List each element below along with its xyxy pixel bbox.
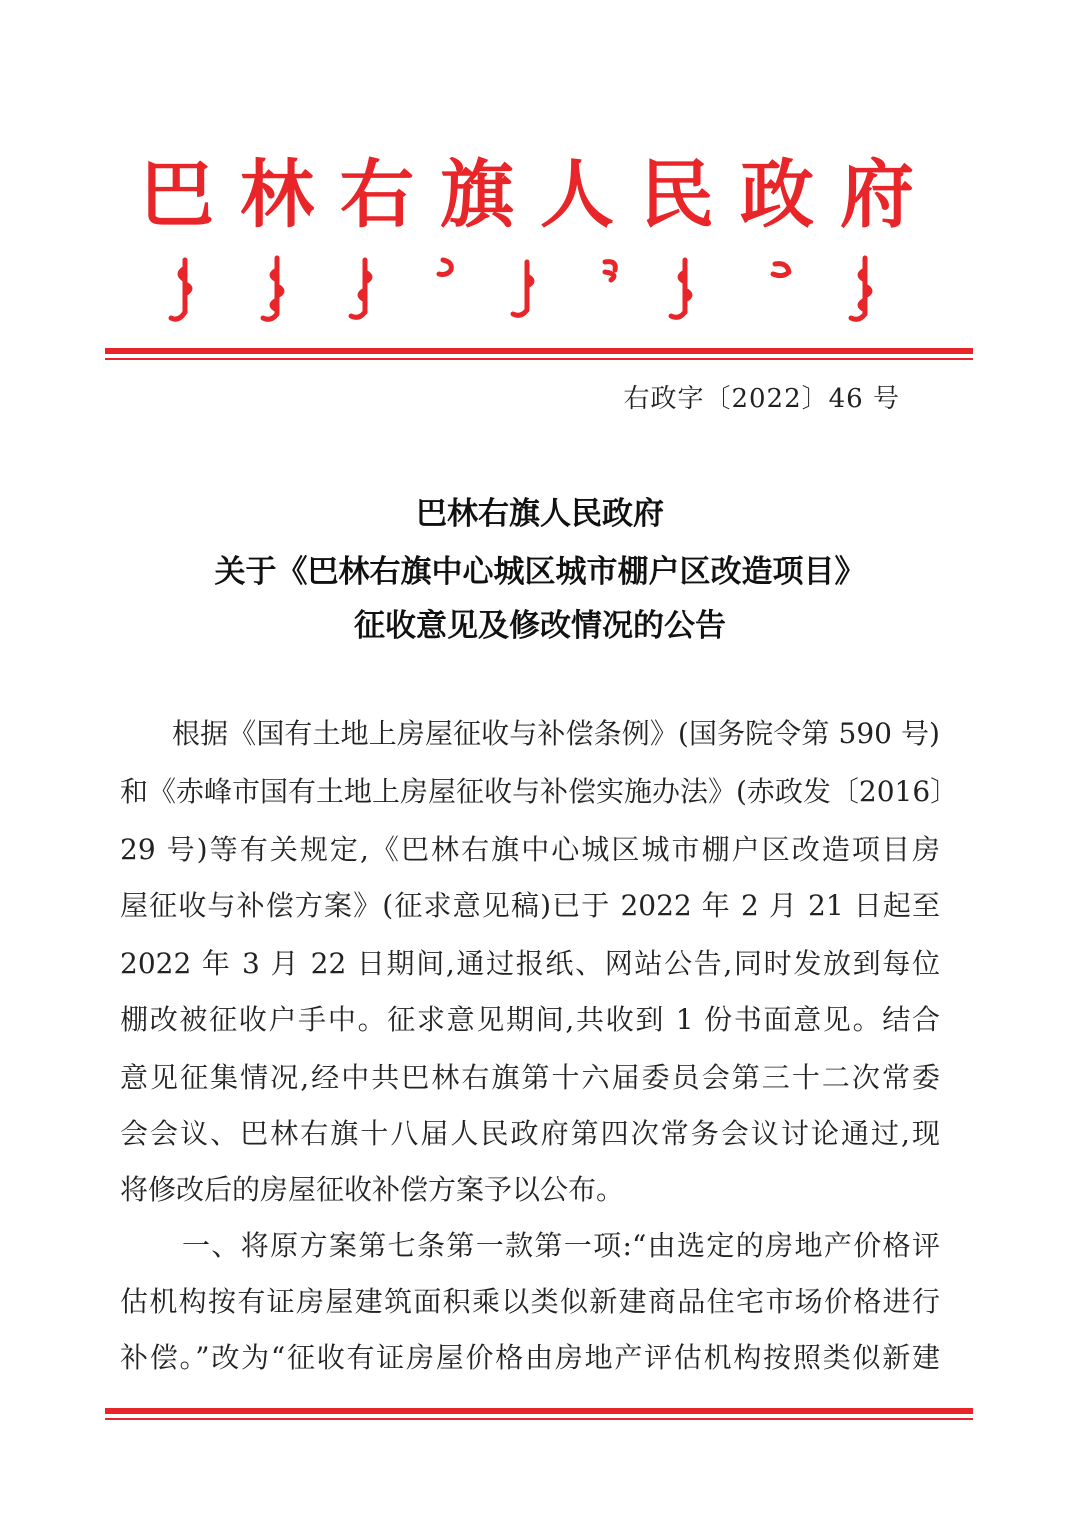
mongolian-glyph-4 [439,260,451,275]
body-line: 2022 年 3 月 22 日期间,通过报纸、网站公告,同时发放到每位 [120,947,940,980]
mongolian-glyph-9 [851,258,870,319]
mongolian-glyph-3 [351,260,370,317]
mongolian-script-title [165,250,905,330]
notice-title-line-3: 征收意见及修改情况的公告 [354,608,726,644]
body-line: 29 号)等有关规定,《巴林右旗中心城区城市棚户区改造项目房 [120,833,940,866]
body-line: 和《赤峰市国有土地上房屋征收与补偿实施办法》(赤政发〔2016〕 [120,775,959,808]
mongolian-glyph-1 [171,260,190,319]
body-line: 补偿。”改为“征收有证房屋价格由房地产评估机构按照类似新建 [120,1341,940,1374]
body-line: 根据《国有土地上房屋征收与补偿条例》(国务院令第 590 号) [172,717,940,750]
document-number: 右政字〔2022〕46 号 [623,384,900,414]
header-divider [105,348,973,362]
mongolian-glyph-7 [671,260,690,317]
mongolian-glyph-8 [773,264,789,276]
mongolian-glyph-5 [513,262,532,315]
body-line: 估机构按有证房屋建筑面积乘以类似新建商品住宅市场价格进行 [120,1285,940,1318]
mongolian-glyph-6 [605,262,615,280]
notice-title-line-2: 关于《巴林右旗中心城区城市棚户区改造项目》 [214,554,866,590]
footer-divider [105,1408,973,1422]
body-line: 意见征集情况,经中共巴林右旗第十六届委员会第三十二次常委 [120,1061,940,1094]
mongolian-glyph-2 [263,258,282,319]
issuer-title: 巴林右旗人民政府 [140,152,940,238]
body-line: 将修改后的房屋征收补偿方案予以公布。 [120,1173,625,1206]
body-line: 屋征收与补偿方案》(征求意见稿)已于 2022 年 2 月 21 日起至 [120,889,940,922]
body-line: 棚改被征收户手中。征求意见期间,共收到 1 份书面意见。结合 [120,1003,940,1036]
body-line: 会会议、巴林右旗十八届人民政府第四次常务会议讨论通过,现 [120,1117,940,1150]
notice-title-line-1: 巴林右旗人民政府 [416,496,664,532]
body-line: 一、将原方案第七条第一款第一项:“由选定的房地产价格评 [182,1229,940,1262]
